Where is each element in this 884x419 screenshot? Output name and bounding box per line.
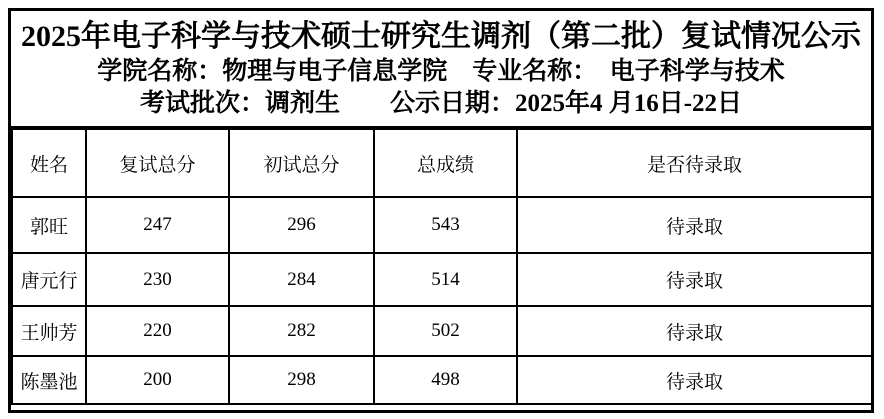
- cell-total-score: 543: [374, 197, 517, 253]
- cell-admission-status: 待录取: [517, 356, 872, 404]
- cell-name: 郭旺: [12, 197, 86, 253]
- cell-retest-total: 220: [86, 306, 229, 356]
- column-header-total-score: 总成绩: [374, 129, 517, 197]
- table-row: [12, 306, 872, 356]
- cell-admission-status: 待录取: [517, 306, 872, 356]
- cell-admission-status: 待录取: [517, 197, 872, 253]
- column-header-initial-total: 初试总分: [229, 129, 374, 197]
- cell-total-score: 502: [374, 306, 517, 356]
- notice-college-major: 学院名称：物理与电子信息学院 专业名称： 电子科学与技术: [97, 58, 785, 85]
- results-table: [11, 128, 873, 405]
- table-row: [12, 197, 872, 253]
- cell-name: 王帅芳: [12, 306, 86, 356]
- cell-initial-total: 298: [229, 356, 374, 404]
- table-row: [12, 356, 872, 404]
- cell-retest-total: 230: [86, 253, 229, 306]
- column-header-admission-status: 是否待录取: [517, 129, 872, 197]
- cell-initial-total: 296: [229, 197, 374, 253]
- cell-total-score: 498: [374, 356, 517, 404]
- cell-retest-total: 247: [86, 197, 229, 253]
- cell-admission-status: 待录取: [517, 253, 872, 306]
- table-header-row: [12, 129, 872, 197]
- cell-name: 唐元行: [12, 253, 86, 306]
- cell-retest-total: 200: [86, 356, 229, 404]
- notice-title: 2025年电子科学与技术硕士研究生调剂（第二批）复试情况公示: [21, 19, 861, 53]
- cell-initial-total: 282: [229, 306, 374, 356]
- cell-total-score: 514: [374, 253, 517, 306]
- column-header-name: 姓名: [12, 129, 86, 197]
- cell-initial-total: 284: [229, 253, 374, 306]
- notice-batch-dates: 考试批次：调剂生 公示日期：2025年4 月16日-22日: [139, 90, 743, 118]
- column-header-retest-total: 复试总分: [86, 129, 229, 197]
- notice-frame: [8, 8, 874, 413]
- table-row: [12, 253, 872, 306]
- notice-header: [11, 11, 871, 128]
- cell-name: 陈墨池: [12, 356, 86, 404]
